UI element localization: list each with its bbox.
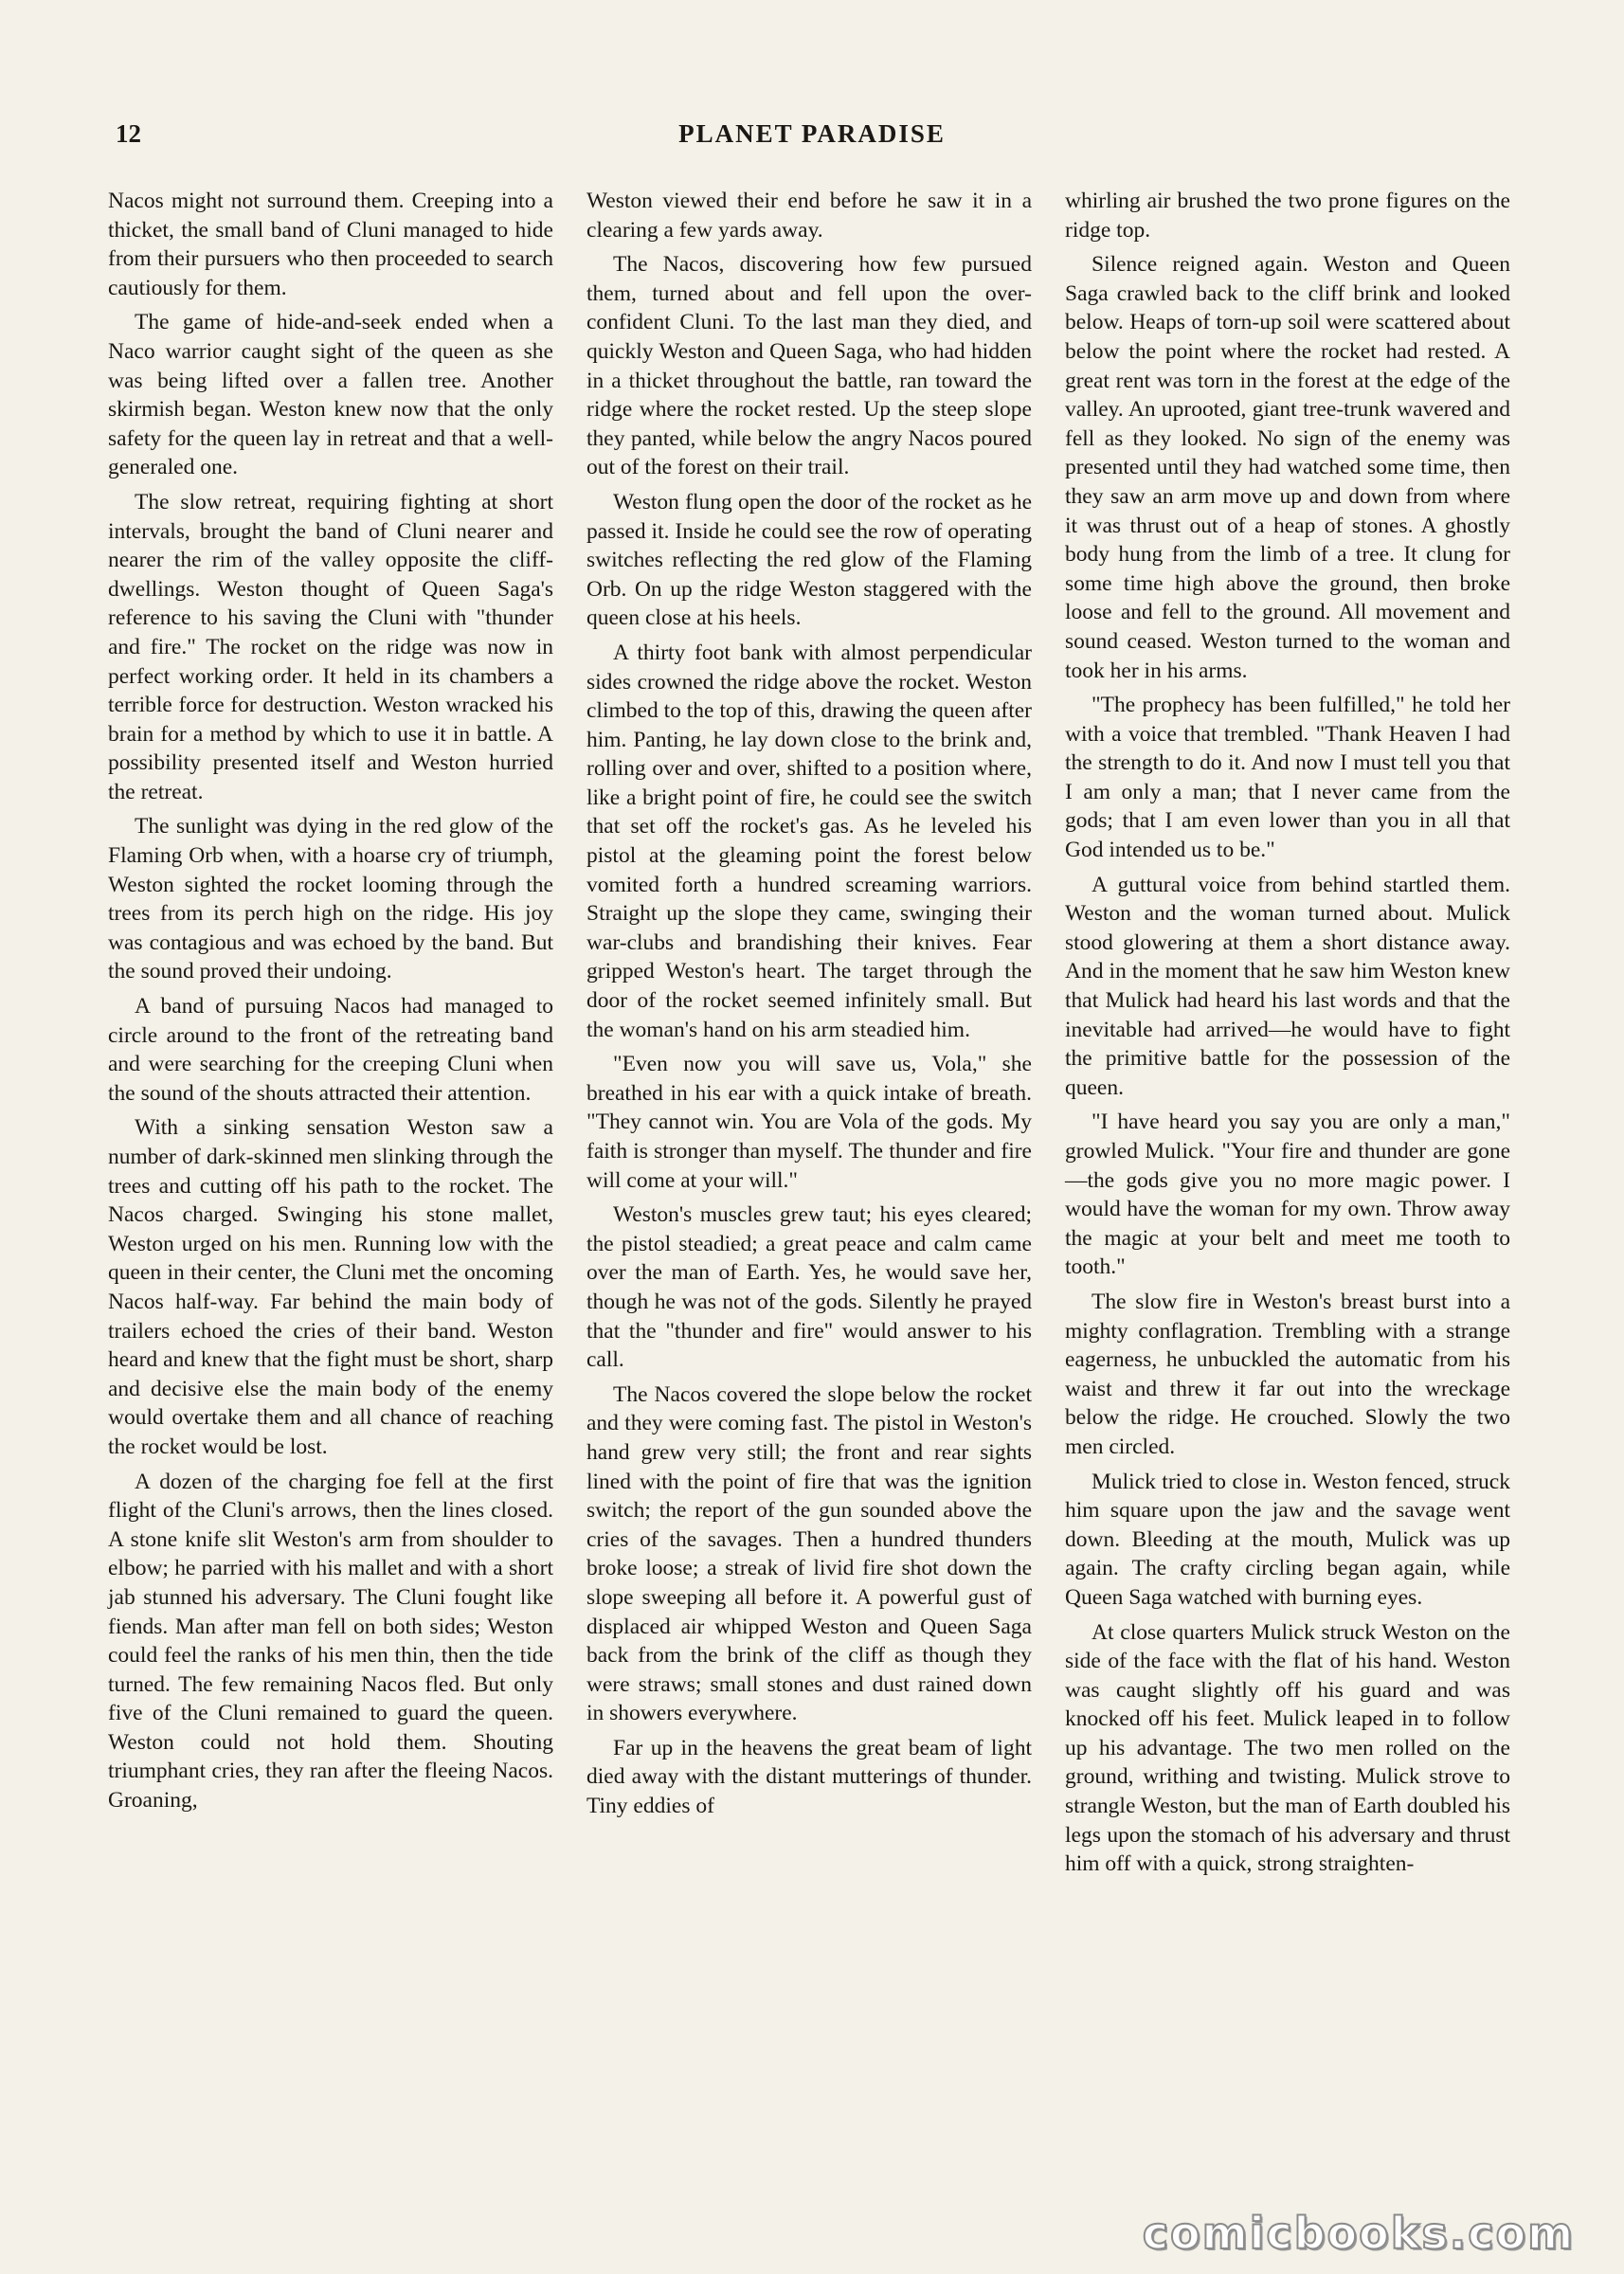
paragraph: The sunlight was dying in the red glow of the Flaming Orb when, with a hoarse cry of triumph, Weston sighted the rocket looming through the trees from its perch high on the ridge. His joy was contagious and was echoed by the band. But the sound proved their undoing. xyxy=(108,814,553,984)
paragraph: Silence reigned again. Weston and Queen Saga crawled back to the cliff brink and looked below. Heaps of torn-up soil were scattered about below the point where the rocket had rested. A great rent was torn in the forest at the edge of the valley. An uprooted, giant tree-trunk wavered and fell as they looked. No sign of the enemy was presented until they had watched some time, then they saw an arm move up and down from where it was thrust out of a heap of stones. A ghostly body hung from the limb of a tree. It clung for some time high above the ground, then broke loose and fell to the ground. All movement and sound ceased. Weston turned to the woman and took her in his arms. xyxy=(1065,252,1510,683)
page-number: 12 xyxy=(116,119,141,148)
paragraph: The slow fire in Weston's breast burst into a mighty conflagration. Trembling with a strange eagerness, he unbuckled the automatic from his waist and threw it far out into the wreckage below the ridge. He crouched. Slowly the two men circled. xyxy=(1065,1289,1510,1459)
paragraph: Far up in the heavens the great beam of light died away with the distant mutterings of thunder. Tiny eddies of xyxy=(586,1735,1032,1819)
paragraph: The Nacos covered the slope below the rocket and they were coming fast. The pistol in Weston's hand grew very still; the front and rear sights lined with the point of fire that was the ignition switch; the report of the gun sounded above the cries of the savages. Then a hundred thunders broke loose; a streak of livid fire shot down the slope sweeping all before it. A powerful gust of displaced air whipped Weston and Queen Saga back from the brink of the cliff as though they were straws; small stones and dust rained down in showers everywhere. xyxy=(586,1381,1032,1726)
paragraph: "The prophecy has been fulfilled," he told her with a voice that trembled. "Thank Heaven I had the strength to do it. And now I must tell you that I am only a man; that I never came from the gods; that I am even lower than you in all that God intended us to be." xyxy=(1065,693,1510,863)
paragraph: whirling air brushed the two prone figures on the ridge top. xyxy=(1065,189,1510,243)
paragraph: At close quarters Mulick struck Weston on the side of the face with the flat of his hand. Weston was caught slightly off his guard and was knocked off his feet. Mulick leaped in to follow up his advantage. The two men rolled on the ground, writhing and twisting. Mulick strove to strangle Weston, but the man of Earth doubled his legs upon the stomach of his adversary and thrust him off with a quick, strong straighten- xyxy=(1065,1619,1510,1877)
paragraph: Weston flung open the door of the rocket as he passed it. Inside he could see the row of operating switches reflecting the red glow of the Flaming Orb. On up the ridge Weston staggered with the queen close at his heels. xyxy=(586,489,1032,631)
text-column-1 xyxy=(108,187,553,2143)
paragraph: A dozen of the charging foe fell at the first flight of the Cluni's arrows, then the lines closed. A stone knife slit Weston's arm from shoulder to elbow; he parried with his mallet and with a short jab stunned his adversary. The Cluni fought like fiends. Man after man fell on both sides; Weston could feel the ranks of his men thin, then the tide turned. The few remaining Nacos fled. But only five of the Cluni remained to guard the queen. Weston could not hold them. Shouting triumphant cries, they ran after the fleeing Nacos. Groaning, xyxy=(108,1469,553,1814)
text-column-2 xyxy=(586,187,1032,2143)
text-column-3 xyxy=(1065,187,1510,2143)
running-title: PLANET PARADISE xyxy=(678,119,946,148)
paragraph: A guttural voice from behind startled them. Weston and the woman turned about. Mulick stood glowering at them a short distance away. And in the moment that he saw him Weston knew that Mulick had heard his last words and that the inevitable had arrived—he would have to fight the primitive battle for the possession of the queen. xyxy=(1065,872,1510,1100)
paragraph: The Nacos, discovering how few pursued them, turned about and fell upon the over-confident Cluni. To the last man they died, and quickly Weston and Queen Saga, who had hidden in a thicket throughout the battle, ran toward the ridge where the rocket rested. Up the steep slope they panted, while below the angry Nacos poured out of the forest on their trail. xyxy=(586,252,1032,480)
page-header xyxy=(0,0,1624,180)
paragraph: The game of hide-and-seek ended when a Naco warrior caught sight of the queen as she was being lifted over a fallen tree. Another skirmish began. Weston knew now that the only safety for the queen lay in retreat and that a well-generaled one. xyxy=(108,310,553,480)
paragraph: With a sinking sensation Weston saw a number of dark-skinned men slinking through the trees and cutting off his path to the rocket. The Nacos charged. Swinging his stone mallet, Weston urged on his men. Running low with the queen in their center, the Cluni met the oncoming Nacos half-way. Far behind the main body of trailers echoed the cries of their band. Weston heard and knew that the fight must be short, sharp and decisive else the main body of the enemy would overtake them and all chance of reaching the rocket would be lost. xyxy=(108,1115,553,1459)
paragraph: A band of pursuing Nacos had managed to circle around to the front of the retreating band and were searching for the creeping Cluni when the sound of the shouts attracted their attention. xyxy=(108,994,553,1106)
paragraph: Weston's muscles grew taut; his eyes cleared; the pistol steadied; a great peace and calm came over the man of Earth. Yes, he would save her, though he was not of the gods. Silently he prayed that the "thunder and fire" would answer to his call. xyxy=(586,1202,1032,1373)
paragraph: "Even now you will save us, Vola," she breathed in his ear with a quick intake of breath. "They cannot win. You are Vola of the gods. My faith is stronger than myself. The thunder and fire will come at your will." xyxy=(586,1052,1032,1193)
paragraph: Nacos might not surround them. Creeping into a thicket, the small band of Cluni managed to hide from their pursuers who then proceeded to search cautiously for them. xyxy=(108,189,553,300)
paragraph: The slow retreat, requiring fighting at short intervals, brought the band of Cluni nearer and nearer the rim of the valley opposite the cliff-dwellings. Weston thought of Queen Saga's reference to his saving the Cluni with "thunder and fire." The rocket on the ridge was now in perfect working order. It held in its chambers a terrible force for destruction. Weston wracked his brain for a method by which to use it in battle. A possibility presented itself and Weston hurried the retreat. xyxy=(108,489,553,804)
paragraph: Mulick tried to close in. Weston fenced, struck him square upon the jaw and the savage went down. Bleeding at the mouth, Mulick was up again. The crafty circling began again, while Queen Saga watched with burning eyes. xyxy=(1065,1469,1510,1610)
paragraph: Weston viewed their end before he saw it in a clearing a few yards away. xyxy=(586,189,1032,243)
paragraph: "I have heard you say you are only a man," growled Mulick. "Your fire and thunder are gone—the gods give you no more magic power. I would have the woman for my own. Throw away the magic at your belt and meet me tooth to tooth." xyxy=(1065,1110,1510,1280)
paragraph: A thirty foot bank with almost perpendicular sides crowned the ridge above the rocket. Weston climbed to the top of this, drawing the queen after him. Panting, he lay down close to the brink and, rolling over and over, shifted to a position where, like a bright point of fire, he could see the switch that set off the rocket's gas. As he leveled his pistol at the gleaming point the forest below vomited forth a hundred screaming warriors. Straight up the slope they came, swinging their war-clubs and brandishing their knives. Fear gripped Weston's heart. The target through the door of the rocket seemed infinitely small. But the woman's hand on his arm steadied him. xyxy=(586,640,1032,1042)
watermark-logo: comicbooks.com xyxy=(1142,2208,1575,2259)
article-body xyxy=(108,187,1510,2143)
